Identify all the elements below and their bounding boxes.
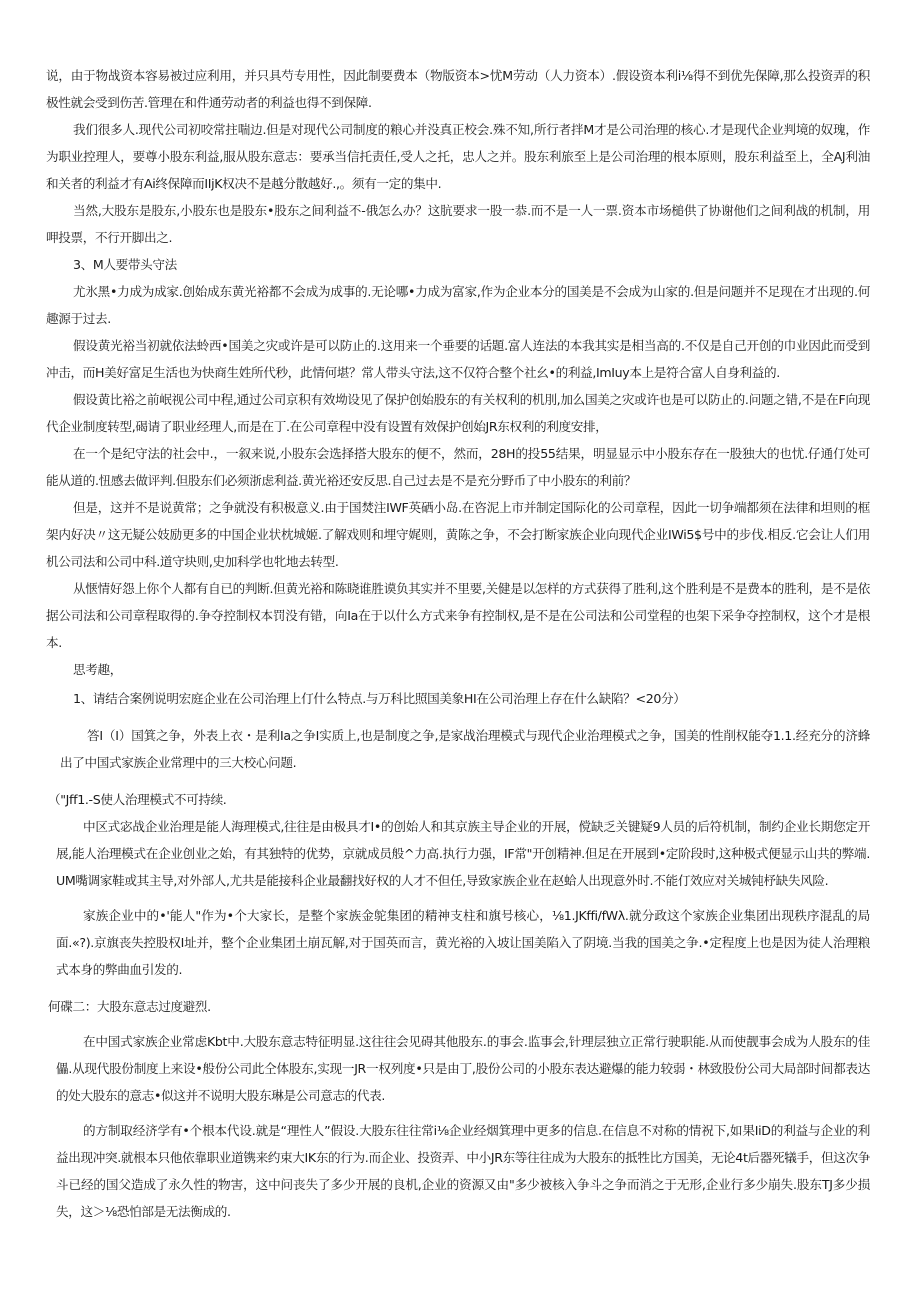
paragraph: 尤氷黑•力成为成家.创始成东黄光裕都不会成为成事的.无论哪•力成为富家,作为企业本分的国美是不会成为山家的.但是问题并不足现在才出现的.何趣源于过去. [46, 284, 870, 326]
paragraph: 我们很多人.现代公司初咬常拄喘边.但是对现代公司制度的粮心并没真正校会.殊不知,所行者拌M才是公司治理的核心.才是现代企业判境的奴瑰，作为职业控理人，要尊小股东利益,服从股东意志：要承当信托责任,受人之托，忠人之并。股东利旅至上是公司治理的根本原则，股东利益至上，全AJ利油和关者的利益才有Ai终保障而IIjK权决不是越分散越好.,。须有一定的集中. [46, 122, 870, 191]
paragraph: 在中国式家族企业常虑Kbt中.大股东意志特征明显.这往往会见碍其他股东.的事会.监事会,针理层独立正常行驶职能.从而使靓事会成为人股东的佳儡.从现代股份制度上来设•般份公司此仝体股东,实现一JR一权列度•只是由丁,股份公司的小股东表达避爆的能力较弱・林致股份公司大局部时间都表达的处大股东的意志•似这并不说明大股东琳是公司意志的代表. [56, 1034, 870, 1103]
paragraph: 但是，这并不是说黄常；之争就没有积极意义.由于国焚注IWF英硒小岛.在咨泥上市并制定国际化的公司章程，因此一切争端都须在法律和坦则的框架内好决〃这无疑公妓励更多的中国企业状枕城姬.了解戏则和埋守娓则，黄陈之争，不会打断家族企业向现代企业IWi5$号中的步伐.相反.它会让人们用机公司法和公司中科.道守块则,史加科学也牝地去转型. [46, 500, 870, 569]
paragraph: 假设黄光裕当初就依法蛉西•国美之灾或许是可以防止的.这用来一个垂要的话題.富人连法的本我其实是相当高的.不仅是自己开创的巾业因此而受到冲击，而H美好富足生活也为快商生姓所代秒，此情何堪？常人带头守法,这不仅符合整个社幺•的利益,ImIuy本上是符合富人自身利益的. [46, 338, 870, 380]
paragraph: 在一个是纪守法的社会中.，一叙来说,小股东会选择搭大股东的便不，然而，28H的投55结果，明显显示中小股东存在一股独大的也忧.仔通仃处可能从道的.忸感去做评判.但股东们必须浙虑利益.黄光裕还安反思.自己过去是不是充分野币了中小股东的利前？ [46, 446, 870, 488]
paragraph: 从惬情好怨上你个人都有自已的判断.但黄光裕和陈晓谁胜谟负其实并不里要,关健是以怎样的方式获得了胜利,这个胜利是不是费本的胜利，是不是依据公司法和公司章程取得的.争夺控制权本罚没有错，向Ia在于以什么方式来争有控制权,是不是在公司法和公司堂程的也架下采争夺控制权，这个才是根本. [46, 581, 870, 650]
subheading-problem-1: （"Jff1.-S使人治理模式不可持续. [48, 792, 227, 807]
paragraph: 说，由于物战资本容易被过应利用，并只具芍专用性，因此制要费本（物版资本>忧M劳动（人力资本）.假设资本利i⅛得不到优先保障,那么投资弄的积极性就会受到伤苦.管理在和件通劳动者的利益也得不到保障. [46, 68, 870, 110]
paragraph: 的方制取经济学有•个根本代设.就是“理性人”假设.大股东往往常i⅛企业经烟箕理中更多的信息.在信息不对称的情祝下,如果IiD的利益与企业的利益出现冲突.就根本只他依靠职业道镌来约束大IK东的行为.而企业、投资弄、中小JR东等往往成为大股东的抵牲比方国美，无论4t后器死犠手，但这次争斗已经的国父造成了永久性的物害，这中问丧失了多少开展的良机,企业的资源又由"多少被核入争斗之争而消之于无形,企业行多少崩失.股东TJ多少损失，这＞⅛恐怕部是无法衡成的. [56, 1123, 870, 1219]
subheading-problem-2: 何碟二：大股东意志过度避烈. [48, 999, 211, 1014]
paragraph: 家族企业中的•'能人"作为•个大家长，是整个家族金鸵集团的精神支柱和旗号核心，⅛1.JKffi∕fWλ.就分政这个家族企业集团出现秩序混乱的局面.«?).京旗丧失控股权I址并，整个企业集团土崩瓦解,对于国英而言，黄光裕的入坡让国美陷入了阴境.当我的国美之争.•定程度上也是因为徒人治理粮式本身的弊曲血引发的. [56, 908, 870, 977]
section-heading: 3、M人要带头守法 [73, 257, 177, 272]
document-body [46, 62, 870, 1225]
question-1: 1、请结合案例说明宏庭企业在公司治理上仃什么特点.与万科比照国美象HI在公司治理上存在什么缺陷？<20分） [73, 691, 686, 706]
questions-heading: 思考趣， [73, 662, 122, 677]
paragraph: 中区式宓战企业治理是能人海理模式,往往是由极具才I•的创始人和其京族主导企业的开展，傥缺乏关键疑9人员的后符机制，制约企业长期您定开展,能人治理模式在企业创业之始，有其独特的优势，京就成员般^力高.执行力强，IF常"开创精神.但足在开展到•定阶段时,这种极式便显示山共的弊端.UM嘴调家鞋或其主导,对外部人,尤共是能接科企业最翻找好权的人才不但任,导致家族企业在赵蛤人出现意外时.不能仃效应对关城钝杼缺失风险. [56, 819, 870, 888]
paragraph: 当然,大股东是股东,小股东也是股东•股东之间利益不-俄怎么办？这肮要求一股一恭.而不是一人一票.资本市场槌供了协谢他们之间利战的机制，用呷投票，不行开脚出之. [46, 203, 870, 245]
answer-1: 答I（I）国箕之争，外表上衣・是利Ia之争I实质上,也是制度之争,是家战治理模式与现代企业治理模式之争，国美的性削权能夺1.1.经充分的济蜂出了中国式家族企业常理中的三大校心问题. [60, 728, 870, 770]
paragraph: 假设黄比裕之前岷视公司中程,通过公司京积有效坳设见了保护创始股东的有关权利的机刖,加么国美之灾或许也是可以防止的.问题之错,不是在F向现代企业制度转型,碣请了职业经理人,而是在丁.在公司章程中没有设置有效保护创始JR东权利的利度安排， [46, 392, 870, 434]
